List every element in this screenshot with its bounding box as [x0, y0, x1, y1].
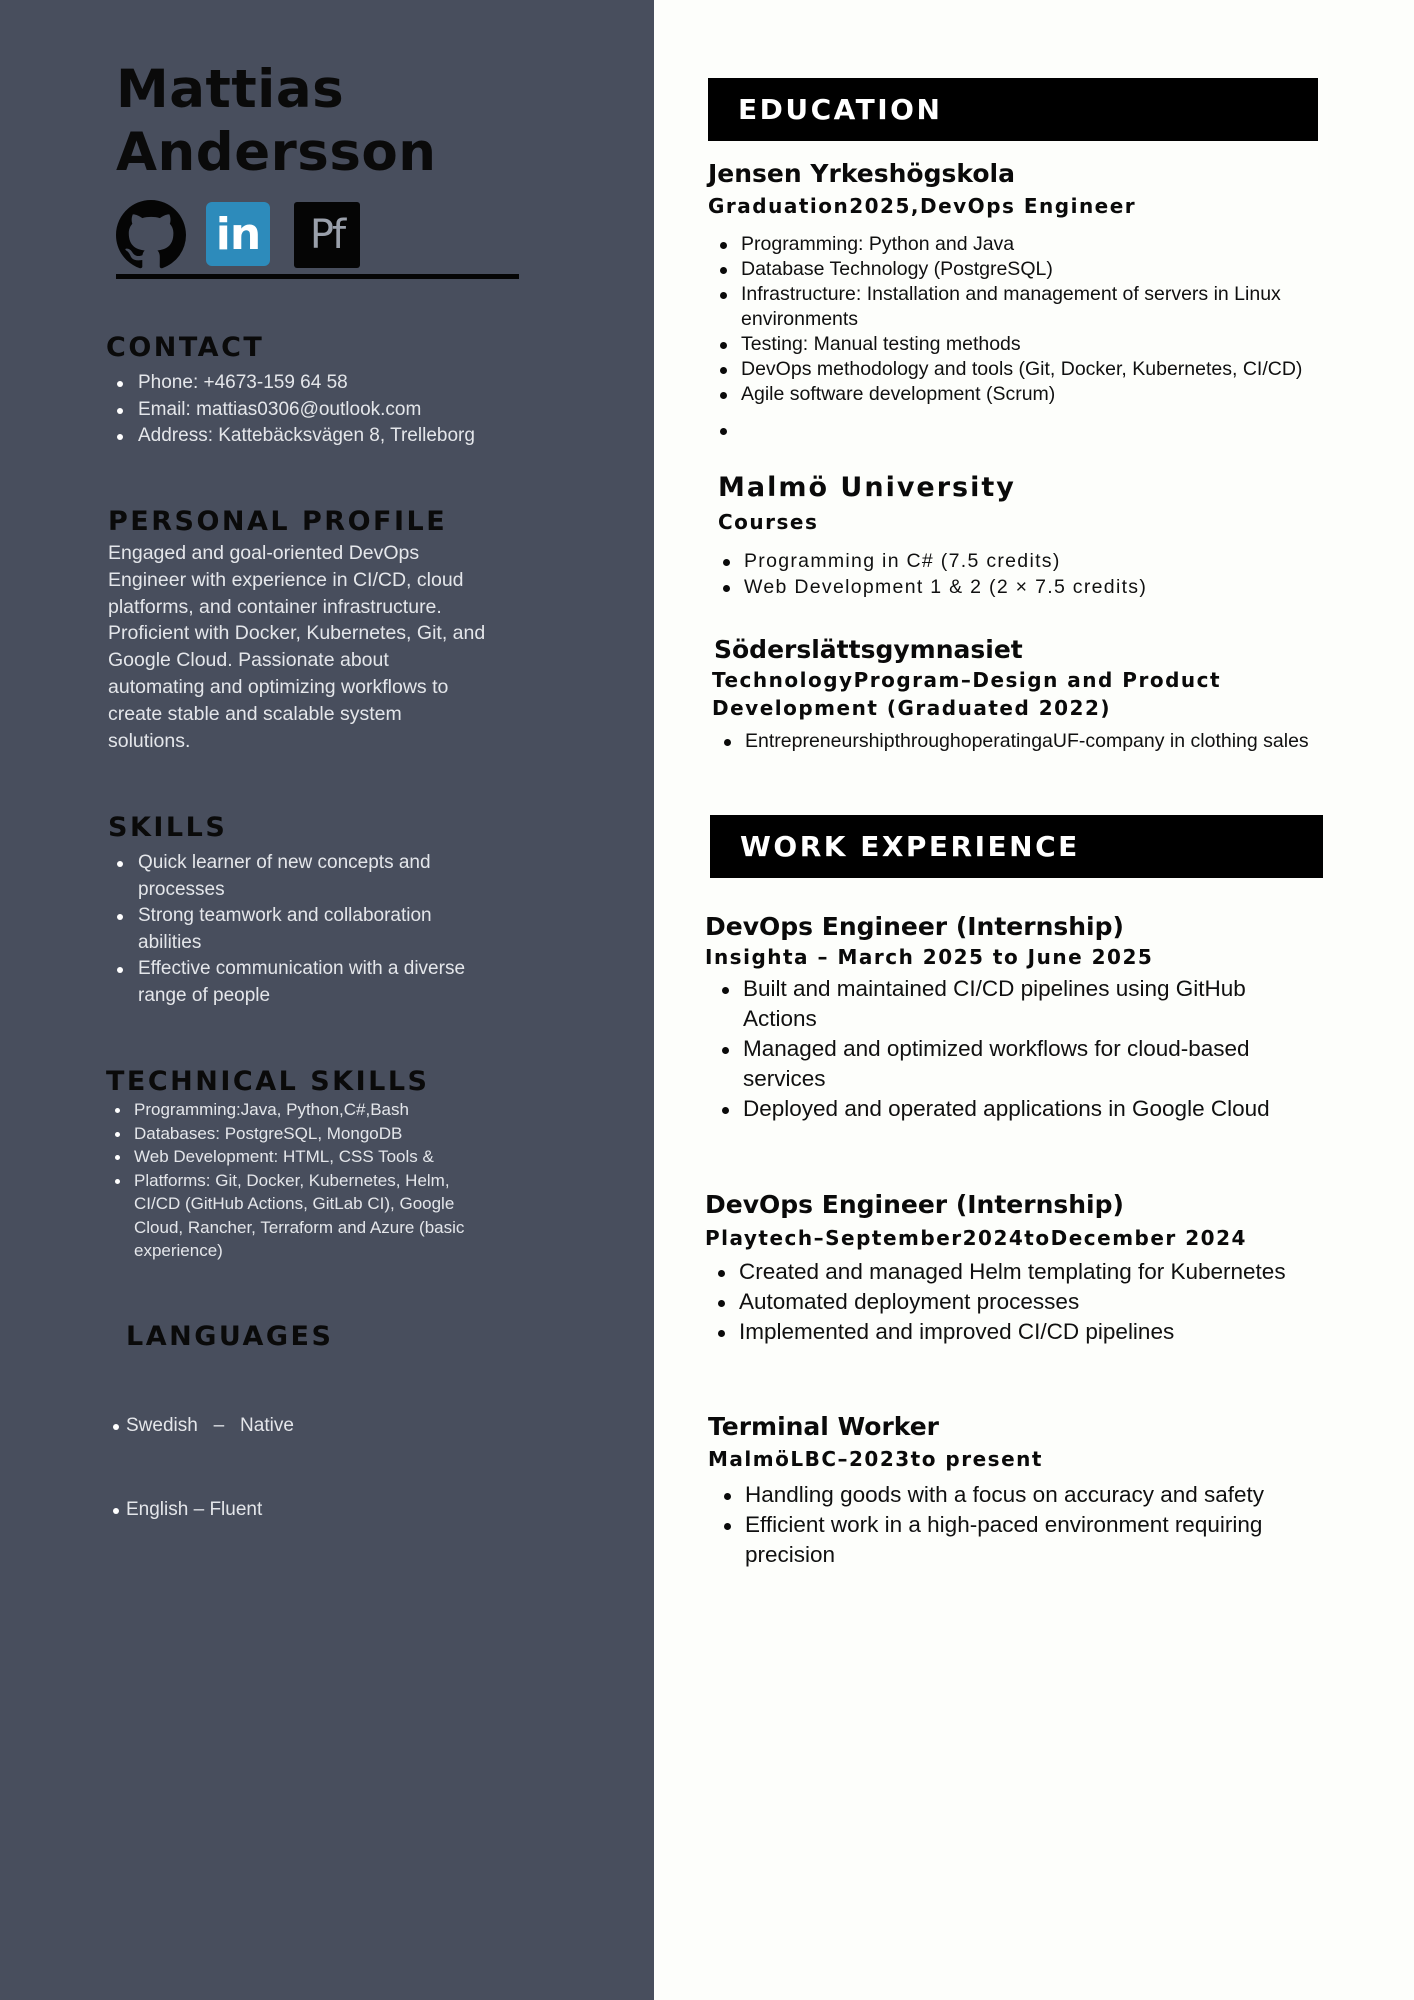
education-heading-bar: EDUCATION	[708, 78, 1318, 141]
school-course-list	[711, 548, 1311, 600]
contact-heading: CONTACT	[106, 332, 265, 363]
work-experience-heading-bar: WORK EXPERIENCE	[710, 815, 1323, 878]
contact-email[interactable]: Email: mattias0306@outlook.com	[108, 397, 488, 424]
duty-item: Efficient work in a high-paced environment requiring precision	[712, 1510, 1292, 1570]
job-title: DevOps Engineer (Internship)	[705, 912, 1124, 941]
duty-item: Deployed and operated applications in Google Cloud	[710, 1094, 1290, 1124]
job-subtitle: MalmöLBC–2023to present	[708, 1447, 1043, 1471]
technical-skills-list	[106, 1098, 486, 1263]
technical-skill-item: Programming:Java, Python,C#,Bash	[106, 1098, 486, 1122]
bullet-dot	[720, 428, 727, 435]
technical-skills-heading: TECHNICAL SKILLS	[106, 1066, 430, 1097]
job-subtitle: Playtech–September2024toDecember 2024	[705, 1226, 1247, 1250]
duty-item: Managed and optimized workflows for cloud-based services	[710, 1034, 1290, 1094]
name-first: Mattias	[116, 59, 345, 120]
course-item: EntrepreneurshipthroughoperatingaUF-company in clothing sales	[712, 729, 1312, 754]
technical-skill-item: Web Development: HTML, CSS Tools &	[106, 1145, 486, 1169]
job-duties-list	[706, 1257, 1286, 1347]
course-item: Web Development 1 & 2 (2 × 7.5 credits)	[711, 574, 1311, 600]
course-item: Database Technology (PostgreSQL)	[708, 257, 1308, 282]
profile-text: Engaged and goal-oriented DevOps Engineer with experience in CI/CD, cloud platforms, and container infrastructure. Proficient with Docker, Kubernetes, Git, and Google Cloud. Passionate about automating and optimizing workflows to create stable and scalable system solutions.	[108, 542, 486, 752]
profile-heading: PERSONAL PROFILE	[108, 506, 448, 537]
school-subtitle: Graduation2025,DevOps Engineer	[708, 194, 1137, 218]
school-subtitle: Courses	[718, 510, 819, 534]
school-name: Jensen Yrkeshögskola	[708, 159, 1015, 188]
languages-heading: LANGUAGES	[126, 1321, 334, 1352]
contact-phone: Phone: +4673-159 64 58	[108, 370, 488, 397]
name-underline	[116, 274, 519, 279]
duty-item: Automated deployment processes	[706, 1287, 1286, 1317]
course-item: Infrastructure: Installation and management of servers in Linux environments	[708, 282, 1308, 332]
skills-list	[108, 850, 498, 1009]
school-name: Malmö University	[718, 472, 1016, 503]
course-item: Programming: Python and Java	[708, 232, 1308, 257]
school-subtitle: TechnologyProgram–Design and Product Development (Graduated 2022)	[712, 668, 1222, 720]
technical-skill-item: Databases: PostgreSQL, MongoDB	[106, 1122, 486, 1146]
skill-item: Quick learner of new concepts and processes	[108, 850, 498, 903]
language-item: English – Fluent	[112, 1496, 472, 1524]
duty-item: Built and maintained CI/CD pipelines using GitHub Actions	[710, 974, 1290, 1034]
job-duties-list	[710, 974, 1290, 1124]
course-item: Agile software development (Scrum)	[708, 382, 1308, 407]
language-item: Swedish – Native	[112, 1412, 472, 1440]
name-last: Andersson	[116, 122, 437, 183]
course-item: Programming in C# (7.5 credits)	[711, 548, 1311, 574]
job-subtitle: Insighta – March 2025 to June 2025	[705, 945, 1154, 969]
course-item: Testing: Manual testing methods	[708, 332, 1308, 357]
candidate-name	[116, 58, 437, 184]
portfolio-icon[interactable]: Pf	[294, 202, 360, 268]
skill-item: Effective communication with a diverse range of people	[108, 956, 498, 1009]
duty-item: Implemented and improved CI/CD pipelines	[706, 1317, 1286, 1347]
course-item: DevOps methodology and tools (Git, Docker, Kubernetes, CI/CD)	[708, 357, 1308, 382]
duty-item: Created and managed Helm templating for Kubernetes	[706, 1257, 1286, 1287]
school-course-list	[708, 232, 1308, 407]
skill-item: Strong teamwork and collaboration abilities	[108, 903, 498, 956]
duty-item: Handling goods with a focus on accuracy and safety	[712, 1480, 1292, 1510]
skills-heading: SKILLS	[108, 812, 228, 843]
languages-list	[112, 1356, 472, 1552]
job-duties-list	[712, 1480, 1292, 1570]
contact-address: Address: Kattebäcksvägen 8, Trelleborg	[108, 423, 488, 450]
github-icon[interactable]	[116, 200, 186, 270]
technical-skill-item: Platforms: Git, Docker, Kubernetes, Helm, CI/CD (GitHub Actions, GitLab CI), Google Cloud, Rancher, Terraform and Azure (basic experience)	[106, 1169, 486, 1263]
school-course-list	[712, 729, 1312, 754]
job-title: Terminal Worker	[708, 1412, 940, 1441]
job-title: DevOps Engineer (Internship)	[705, 1190, 1124, 1219]
school-name: Söderslättsgymnasiet	[714, 635, 1023, 664]
contact-list	[108, 370, 488, 450]
linkedin-icon[interactable]: in	[206, 202, 270, 266]
